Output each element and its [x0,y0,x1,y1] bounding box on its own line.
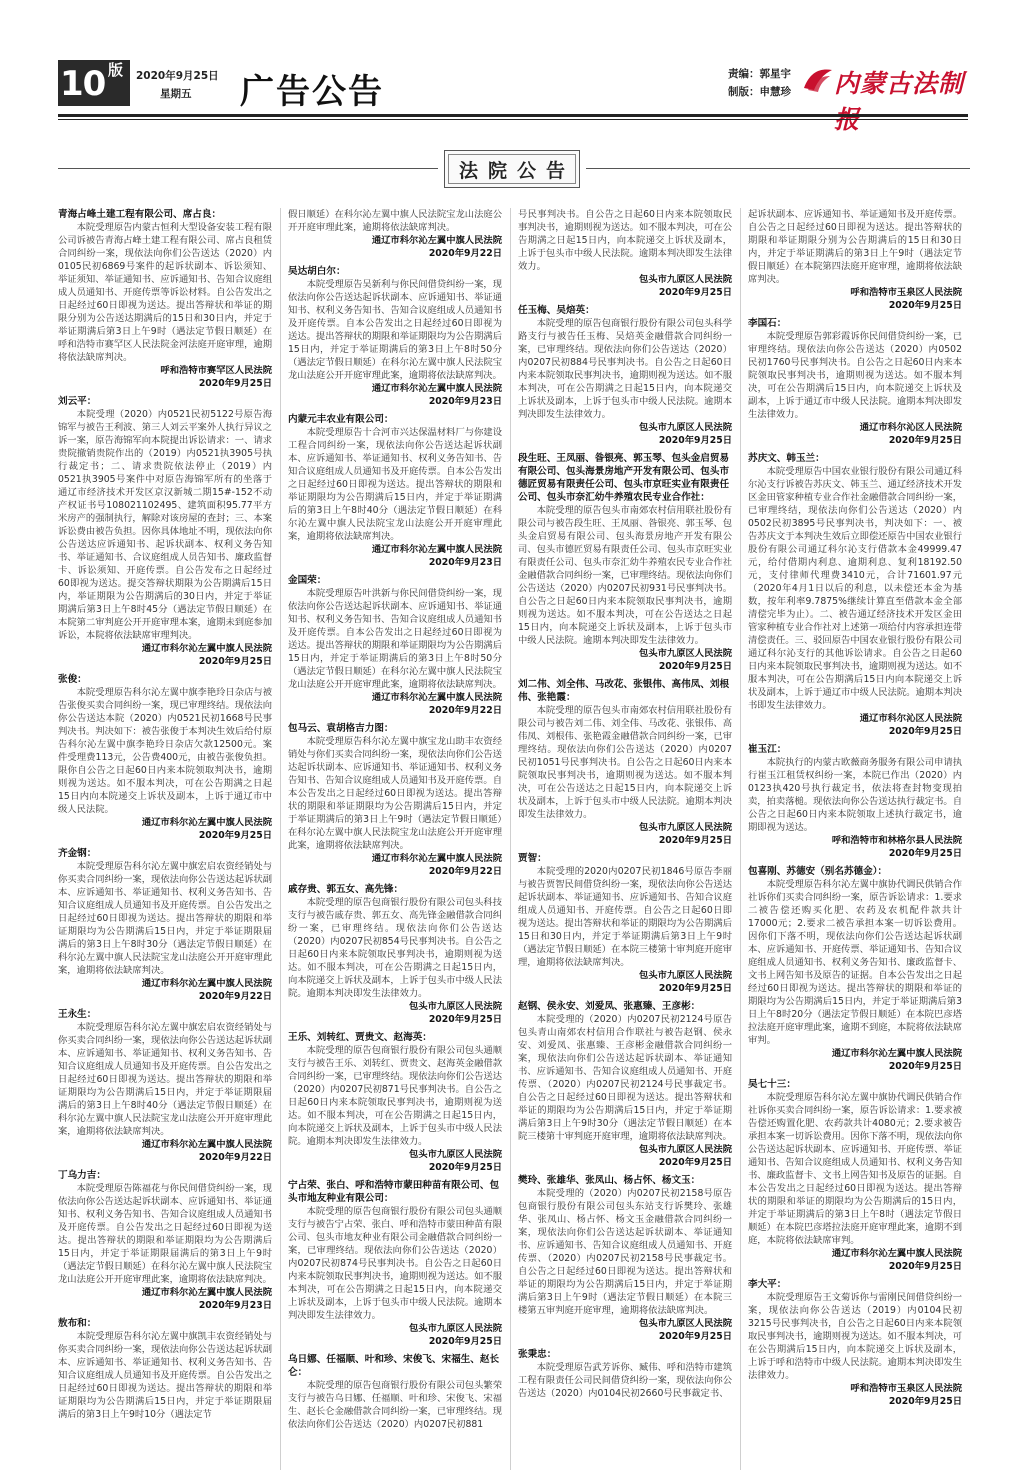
notice-court: 通辽市科尔沁区人民法院 [859,422,962,433]
notice-body: 本院受理的（2020）内0207民初2158号原告包商银行股份有限公司包头东站支行诉樊玲、张雄华、张凤山、杨占怀、杨文玉金融借款合同纠纷一案，现依法向你们公告送达起诉状副本、举证通知书、应诉通知书、告知合议庭组成人员通知书、开庭传票、（2020）内0207民初2158号民事裁定书。自公告之日起经过60日即视为送达。提出答辩状和举证的期限均为公告期满后15日内，并定于举证期满后第3日上午9时（遇法定节假日顺延）在本院三楼第五审判庭开庭审理，逾期将依法缺席判决。 [518,1188,732,1316]
notice-court: 呼和浩特市赛罕区人民法院 [160,365,272,376]
notice-date: 2020年9月25日 [198,656,272,667]
notice-body: 本院受理原告科尔沁左翼中旗宏启农资经销处与你买卖合同纠纷一案，现依法向你公告送达起诉状副本、应诉通知书、举证通知书、权利义务告知书、告知合议庭组成人员通知书及开庭传票。自公告发出之日起经过60日即视为送达。提出答辩状的期限和举证期限均为公告期满后15日内，并定于举证期限届满后的第3日上午8时30分（遇法定节假日顺延）在科尔沁左翼中旗人民法院宝龙山法庭公开开庭审理此案，逾期将依法缺席判决。 [58,861,272,976]
notice-date: 2020年9月22日 [198,991,272,1002]
notice-date: 2020年9月25日 [888,300,962,311]
notice-addressee: 金国荣： [288,575,327,586]
notice-addressee: 青海占峰土建工程有限公司、席占良： [58,209,222,220]
notice-body: 本院受理原告十合河市兴达保温材料厂与你建设工程合同纠纷一案，现依法向你公告送达起诉状副本、应诉通知书、举证通知书、权利义务告知书、告知合议庭组成人员通知书及开庭传票。自本公告发出之日起经过60日即视为送达。提出答辩状的期限和举证期限均为公告期满后15日内，并定于举证期满后的第3日上午8时40分（遇法定节假日顺延）在科尔沁左翼中旗人民法院宝龙山法庭公开开庭审理此案，逾期将依法缺席判决。 [288,427,502,542]
court-notice [58,673,272,842]
notice-court: 通辽市科尔沁左翼中旗人民法院 [141,978,272,989]
notice-date: 2020年9月25日 [658,1331,732,1342]
notice-court: 通辽市科尔沁左翼中旗人民法院 [371,383,502,394]
court-notice [58,1008,272,1164]
notice-body: 本院受理原告科尔沁左翼中旗协代调民供销合作社诉你买卖合同纠纷一案，原告诉讼请求：1.要求被告偿还购置化肥、农药款共计4080元；2.要求被告承担本案一切诉讼费用。因你下落不明，现依法向你公告送达起诉状副本、应诉通知书、开庭传票、举证通知书、告知合议庭组成人员通知书、权利义务告知书、廉政监督卡、文书上网告知书及原告的证据。自本公告发出之日起经过60日即视为送达。提出答辩状的期限和举证的期限均为公告期满后的15日内，并定于举证期满后的第3日上午8时（遇法定节假日顺延）在本院巴彦塔拉法庭开庭审理此案，逾期不到庭，本院将依法缺席审判。 [748,1092,962,1246]
notice-body: 本院受理的原告包商银行股份有限公司包头繁荣支行与被告乌日娜、任福顺、叶和珍、宋俊飞、宋福生、赵长仑金融借款合同纠纷一案，已审理终结。现依法向你们公告送达（2020）内0207民初881 [288,1380,502,1430]
newspaper-logo-icon [802,66,834,94]
masthead [58,60,968,114]
notice-court: 包头市九原区人民法院 [409,1323,502,1334]
notice-date: 2020年9月25日 [658,435,732,446]
notice-body: 本院受理原告内蒙古恒利大型设备安装工程有限公司诉被告青海占峰土建工程有限公司、席占良租赁合同纠纷一案，现依法向你们公告送达（2020）内0105民初6869号案件的起诉状副本、诉讼须知、举证须知、举证通知书、应诉通知书、告知合议庭组成人员通知书、开庭传票等诉讼材料。自公告发出之日起经过60日即视为送达。提出答辩状和举证的期限分别为公告送达期满后的15日和30日内，并定于举证期满后第3日上午9时（遇法定节假日顺延）在呼和浩特市赛罕区人民法院金河法庭开庭审理，逾期将依法缺席判决。 [58,222,272,363]
notice-addressee: 王永生： [58,1009,97,1020]
court-notice [58,1169,272,1312]
notice-date: 2020年9月23日 [428,557,502,568]
notice-body: 本院受理原告中国农业银行股份有限公司通辽科尔沁支行诉被告苏庆文、韩玉兰、通辽经济技术开发区金田管家种植专业合作社金融借款合同纠纷一案，已审理终结，现依法向你们公告送达（2020）内0502民初3895号民事判决书，判决如下：一、被告苏庆文于本判决生效后立即偿还原告中国农业银行股份有限公司通辽科尔沁支行借款本金49999.47元，给付借期内利息、逾期利息、复利18192.50元，支付律师代理费3410元，合计71601.97元（2020年4月1日以后的利息，以未偿还本金为基数，按年利率9.7875%继续计算直至借款本金全部清偿完毕为止）。二、被告通辽经济技术开发区金田管家种植专业合作社对上述第一项给付内容承担连带清偿责任。三、驳回原告中国农业银行股份有限公司通辽科尔沁支行的其他诉讼请求。自公告之日起60日内来本院领取民事判决书，逾期则视为送达。如不服本判决，可在公告期满后15日内向本院递交上诉状及副本，上诉于通辽市中级人民法院。逾期本判决书即发生法律效力。 [748,466,962,711]
notice-addressee: 包喜刚、苏德安（别名苏德金）： [748,866,888,877]
column-2 [288,208,502,1470]
section-banner [444,150,580,188]
notice-body: 本院受理的原告包头市南郊农村信用联社股份有限公司与被告刘二伟、刘全伟、马改花、张银伟、高伟凤、刘根伟、张艳霞金融借款合同纠纷一案，已审理终结。现依法向你们公告送达（2020）内0207民初1051号民事判决书。自公告之日起60日内来本院领取民事判决书，逾期则视为送达。如不服本判决，可在公告送达之日起15日内，向本院递交上诉状及副本，上诉于包头市中级人民法院。逾期本判决即发生法律效力。 [518,705,732,820]
masthead-rule-thin [58,119,968,120]
notice-date: 2020年9月25日 [658,661,732,672]
court-notice [288,1031,502,1174]
notice-date: 2020年9月25日 [888,1396,962,1407]
notice-addressee: 吴达胡白尔： [288,266,346,277]
notice-addressee: 内蒙元丰农业有限公司： [288,414,394,425]
notice-body: 本院受理原告科尔沁左翼中旗宏启农资经销处与你买卖合同纠纷一案，现依法向你公告送达起诉状副本、应诉通知书、举证通知书、权利义务告知书、告知合议庭组成人员通知书及开庭传票。自公告发出之日起经过60日即视为送达。提出答辩状的期限和举证期限均为公告期满后15日内，并定于举证期限届满后的第3日上午8时40分（遇法定节假日顺延）在科尔沁左翼中旗人民法院宝龙山法庭公开开庭审理此案，逾期将依法缺席判决。 [58,1022,272,1137]
court-notice [518,1348,732,1400]
court-notice [288,413,502,569]
notice-court: 通辽市科尔沁左翼中旗人民法院 [831,1048,962,1059]
notice-addressee: 贾智： [518,853,547,864]
court-notice [518,304,732,447]
court-notice [58,208,272,390]
notice-addressee: 张秉忠： [518,1349,557,1360]
notice-date: 2020年9月25日 [888,435,962,446]
notice-date: 2020年9月22日 [428,705,502,716]
court-notice [748,452,962,738]
page-number-box [58,60,130,106]
notice-date: 2020年9月25日 [428,1162,502,1173]
notice-addressee: 王乐、刘转红、贾贵文、赵海英： [288,1032,432,1043]
notice-court: 通辽市科尔沁左翼中旗人民法院 [371,853,502,864]
court-notice [518,208,732,299]
notice-body: 本院受理原告吴新利与你民间借贷纠纷一案，现依法向你公告送达起诉状副本、应诉通知书、举证通知书、权利义务告知书、告知合议庭组成人员通知书及开庭传票。自本公告发出之日起经过60日即视为送达。提出答辩状的期限和举证期限均为公告期满后15日内，并定于举证期满后的第3日上午8时50分（遇法定节假日顺延）在科尔沁左翼中旗人民法院宝龙山法庭公开开庭审理此案，逾期将依法缺席判决。 [288,279,502,381]
notice-addressee: 乌日娜、任福顺、叶和珍、宋俊飞、宋福生、赵长仑： [288,1354,500,1378]
court-notice [518,1174,732,1343]
notice-date: 2020年9月22日 [428,866,502,877]
notice-addressee: 张俊： [58,674,87,685]
notice-date: 2020年9月25日 [888,726,962,737]
notice-addressee: 李国石： [748,318,787,329]
column-divider [510,208,511,1470]
notice-body: 本院受理原告科尔沁左翼中旗凯丰农资经销处与你买卖合同纠纷一案，现依法向你公告送达起诉状副本、应诉通知书、举证通知书、权利义务告知书、告知合议庭组成人员通知书及开庭传票。自公告发出之日起经过60日即视为送达。提出答辩状的期限和举证期限均为公告期满后15日内，并定于举证期限届满后的第3日上午9时10分（遇法定节 [58,1331,272,1420]
notice-body: 本院受理的2020内0207民初1846号原告李丽与被告贾智民间借贷纠纷一案，现依法向你公告送达起诉状副本、举证通知书、应诉通知书、告知合议庭组成人员通知书、开庭传票。自公告之日起60日即视为送达。提出答辩状和举证的期限均为公告期满后15日和30日内，并定于举证期满后第3日上午9时（遇法定节假日顺延）在本院三楼第十审判庭开庭审理，逾期将依法缺席判决。 [518,866,732,968]
notice-body: 起诉状副本、应诉通知书、举证通知书及开庭传票。自公告之日起经过60日即视为送达。提出答辩状的期限和举证期限分别为公告期满后的15日和30日内，并定于举证期满后的第3日上午9时（遇法定节假日顺延）在本院第四法庭开庭审理，逾期将依法缺席判决。 [748,209,962,285]
court-notice [288,883,502,1026]
issue-weekday: 星期五 [160,88,192,100]
notice-court: 通辽市科尔沁左翼中旗人民法院 [371,544,502,555]
notice-date: 2020年9月25日 [888,848,962,859]
court-notice [748,743,962,860]
notice-body: 本院受理的原告包商银行股份有限公司包头通顺支行与被告王乐、刘转红、贾贵文、赵海英金融借款合同纠纷一案，已审理终结。现依法向你们公告送达（2020）内0207民初871号民事判决书。自公告之日起60日内来本院领取民事判决书，逾期则视为送达。如不服本判决，可在公告期满之日起15日内，向本院递交上诉状及副本，上诉于包头市中级人民法院。逾期本判决即发生法律效力。 [288,1045,502,1147]
notice-body: 本院受理原告科尔沁左翼中旗协代调民供销合作社诉你们买卖合同纠纷一案，原告诉讼请求：1.要求二被告偿还购买化肥、农药及农机配件款共计17000元；2.要求二被告承担本案一切诉讼费用。因你们下落不明，现依法向你们公告送达起诉状副本、应诉通知书、开庭传票、举证通知书、告知合议庭组成人员通知书、权利义务告知书、廉政监督卡、文书上网告知书及原告的证据。自本公告发出之日起经过60日即视为送达。提出答辩状的期限和举证的期限均为公告期满后15日内，并定于举证期满后第3日上午8时20分（遇法定节假日顺延）在本院巴彦塔拉法庭开庭审理此案，逾期不到庭，本院将依法缺席审判。 [748,879,962,1046]
notice-court: 包头市九原区人民法院 [639,970,732,981]
court-notice [748,1278,962,1408]
notice-date: 2020年9月22日 [428,248,502,259]
notice-date: 2020年9月25日 [198,830,272,841]
notice-court: 通辽市科尔沁左翼中旗人民法院 [371,692,502,703]
newspaper-name: 内蒙古法制 [834,69,965,98]
court-notice [288,574,502,717]
notice-body: 假日顺延）在科尔沁左翼中旗人民法院宝龙山法庭公开开庭审理此案，逾期将依法缺席判决。 [288,209,502,233]
notice-body: 号民事判决书。自公告之日起60日内来本院领取民事判决书，逾期则视为送达。如不服本判决，可在公告期满之日起15日内，向本院递交上诉状及副本，上诉于包头市中级人民法院。逾期本判决即发生法律效力。 [518,209,732,272]
notice-court: 包头市九原区人民法院 [409,1001,502,1012]
court-notice [518,1000,732,1169]
notice-date: 2020年9月25日 [428,1014,502,1025]
page-number: 10 [60,64,106,104]
column-divider [740,208,741,1470]
notice-date: 2020年9月25日 [658,1157,732,1168]
page-suffix: 版 [108,61,124,79]
column-divider [280,208,281,1470]
court-notice [748,865,962,1073]
notice-court: 包头市九原区人民法院 [639,822,732,833]
notice-addressee: 樊玲、张雄华、张凤山、杨占怀、杨文玉： [518,1175,701,1186]
court-notice [518,452,732,673]
column-4 [748,208,962,1470]
notice-body: 本院执行的内蒙古欧薇商务服务有限公司申请执行崔玉江租赁权纠纷一案，本院已作出（2020）内0123执420号执行裁定书，依法将查封物变现拍卖，拍卖落槌。现依法向你公告送达执行裁定书。自公告之日起60日内来本院领取上述执行裁定书，逾期即视为送达。 [748,757,962,833]
banner-rule-left [58,168,438,169]
notice-court: 呼和浩特市和林格尔县人民法院 [831,835,962,846]
notice-addressee: 李大平： [748,1279,787,1290]
notice-body: 本院受理原告陈福花与你民间借贷纠纷一案，现依法向你公告送达起诉状副本、应诉通知书、举证通知书、权利义务告知书、告知合议庭组成人员通知书及开庭传票。自公告发出之日起经过60日即视为送达。提出答辩状的期限和举证期限均为公告期满后15日内，并定于举证期限届满后的第3日上午9时（遇法定节假日顺延）在科尔沁左翼中旗人民法院宝龙山法庭公开开庭审理此案，逾期将依法缺席判决。 [58,1183,272,1285]
notice-date: 2020年9月25日 [658,287,732,298]
notice-court: 包头市九原区人民法院 [639,648,732,659]
notice-date: 2020年9月25日 [888,1061,962,1072]
column-3 [518,208,732,1470]
banner-rule-right [586,168,970,169]
notice-addressee: 刘云平： [58,396,97,407]
notice-court: 呼和浩特市玉泉区人民法院 [850,1383,962,1394]
court-notice [288,265,502,408]
notice-body: 本院受理原告科尔沁左翼中旗李艳玲日杂店与被告张俊买卖合同纠纷一案，现已审理终结。现依法向你公告送达本院（2020）内0521民初1668号民事判决书。判决如下：被告张俊于本判决生效后给付原告科尔沁左翼中旗李艳玲日杂店欠款12500元。案件受理费113元，公告费400元，由被告张俊负担。限你自公告之日起60日内来本院领取判决书，逾期则视为送达。如不服本判决，可在公告期满之日起15日内向本院递交上诉状及副本，上诉于通辽市中级人民法院。 [58,687,272,815]
notice-body: 本院受理的（2020）内0207民初2124号原告包头青山南郊农村信用合作联社与被告赵钢、侯永安、刘爱凤、张惠臻、王彦彬金融借款合同纠纷一案，现依法向你们公告送达起诉状副本、举证通知书、应诉通知书、告知合议庭组成人员通知书、开庭传票、（2020）内0207民初2124号民事裁定书。自公告之日起经过60日即视为送达。提出答辩状和举证的期限均为公告期满后15日内，并定于举证期满后第3日上午9时30分（遇法定节假日顺延）在本院三楼第十审判庭开庭审理，逾期将依法缺席判决。 [518,1014,732,1142]
court-notice [748,1078,962,1273]
court-notice [748,317,962,447]
notice-date: 2020年9月22日 [198,1152,272,1163]
notice-date: 2020年9月25日 [428,1336,502,1347]
notice-court: 包头市九原区人民法院 [639,1144,732,1155]
notice-body: 本院受理原告郭彩霞诉你民间借贷纠纷一案，已审理终结。现依法向你公告送达（2020）内0502民初1760号民事判决书。自公告之日起60日内来本院领取民事判决书，逾期则视为送达。如不服本判决，可在公告期满后15日内，向本院递交上诉状及副本，上诉于通辽市中级人民法院。逾期本判决即发生法律效力。 [748,331,962,420]
notice-date: 2020年9月25日 [658,835,732,846]
notice-addressee: 吴七十三： [748,1079,796,1090]
notice-addressee: 丁乌力吉： [58,1170,106,1181]
producer-credit: 制版：申慧珍 [728,86,791,98]
notice-addressee: 任玉梅、吴焙英： [518,305,595,316]
notice-court: 通辽市科尔沁左翼中旗人民法院 [831,1248,962,1259]
notice-body: 本院受理的原告包商银行股份有限公司包头通顺支行与被告宁占荣、张白、呼和浩特市蒙田种苗有限公司、包头市地友种业有限公司金融借款合同纠纷一案，已审理终结。现依法向你们公告送达（2020）内0207民初874号民事判决书。自公告之日起60日内来本院领取民事判决书，逾期则视为送达。如不服本判决，可在公告期满之日起15日内，向本院递交上诉状及副本，上诉于包头市中级人民法院。逾期本判决即发生法律效力。 [288,1206,502,1321]
notice-court: 通辽市科尔沁左翼中旗人民法院 [141,1287,272,1298]
notice-date: 2020年9月25日 [198,378,272,389]
column-1 [58,208,272,1470]
court-notice [518,852,732,995]
notice-body: 本院受理原告叶洪新与你民间借贷纠纷一案，现依法向你公告送达起诉状副本、应诉通知书、举证通知书、权利义务告知书、告知合议庭组成人员通知书及开庭传票。自本公告发出之日起经过60日即视为送达。提出答辩状的期限和举证期限均为公告期满后15日内，并定于举证期满后的第3日上午8时50分（遇法定节假日顺延）在科尔沁左翼中旗人民法院宝龙山法庭公开开庭审理此案，逾期将依法缺席判决。 [288,588,502,690]
court-notice [288,1353,502,1431]
notice-addressee: 敖布和： [58,1318,97,1329]
notice-date: 2020年9月25日 [658,983,732,994]
notice-court: 通辽市科尔沁左翼中旗人民法院 [141,643,272,654]
notice-court: 包头市九原区人民法院 [639,1318,732,1329]
notice-body: 本院受理（2020）内0521民初5122号原告海锦军与被告王利波、第三人刘云平案外人执行异议之诉一案，原告海锦军向本院提出诉讼请求：一、请求贵院撤销贵院作出的（2019）内0521执3905号执行裁定书；二、请求贵院依法停止（2019）内0521执3905号案件中对原告海锦军所有的坐落于通辽市经济技术开发区京汉新城二期15#-152不动产权证书号108021102495、建筑面积95.77平方米房产的强制执行，解除对该房屋的查封；三、本案诉讼费由被告负担。因你具体地址不明，现依法向你公告送达应诉通知书、起诉状副本、权利义务告知书、举证通知书、合议庭组成人员告知书、廉政监督卡、诉讼须知、开庭传票。自公告发布之日起经过60即视为送达。提交答辩状期限为公告期满后15日内，举证期限为公告期满后的30日内，并定于举证期满后第3日上午8时45分（遇法定节假日顺延）在本院第二审判庭公开开庭审理本案，逾期未到庭参加诉讼，本院将依法缺席审理判决。 [58,409,272,641]
notice-body: 本院受理原告武芳诉你、臧伟、呼和浩特市建筑工程有限责任公司民间借贷纠纷一案，现依法向你公告送达（2020）内0104民初2660号民事裁定书、 [518,1362,732,1399]
court-notice [58,847,272,1003]
notice-court: 通辽市科尔沁区人民法院 [859,713,962,724]
notice-court: 包头市九原区人民法院 [409,1149,502,1160]
notice-addressee: 崔玉江： [748,744,787,755]
notice-addressee: 齐金钢： [58,848,97,859]
notice-body: 本院受理的原告包商银行股份有限公司包头科技支行与被告戚存贵、郭五女、高先锋金融借款合同纠纷一案，已审理终结。现依法向你们公告送达（2020）内0207民初854号民事判决书。自公告之日起60日内来本院领取民事判决书，逾期则视为送达。如不服本判决，可在公告期满之日起15日内，向本院递交上诉状及副本，上诉于包头市中级人民法院。逾期本判决即发生法律效力。 [288,897,502,999]
court-notice [518,678,732,847]
court-notice [58,1317,272,1421]
notice-court: 通辽市科尔沁左翼中旗人民法院 [371,235,502,246]
notice-columns [58,208,970,1470]
court-notice [58,395,272,668]
banner-title: 法院公告 [458,160,575,182]
court-notice [748,208,962,312]
court-notice [288,1179,502,1348]
court-notice [288,208,502,260]
notice-addressee: 包马云、袁胡格吉力图： [288,723,394,734]
section-title: 广告公告 [240,72,384,112]
notice-court: 通辽市科尔沁左翼中旗人民法院 [141,1139,272,1150]
notice-court: 通辽市科尔沁左翼中旗人民法院 [141,817,272,828]
notice-addressee: 段生旺、王凤丽、昝银亮、郭玉琴、包头金启贸易有限公司、包头海景房地产开发有限公司、包头市德匠贸易有限责任公司、包头市京旺实业有限责任公司、包头市奈汇幼牛养殖农民专业合作社： [518,453,730,503]
notice-court: 包头市九原区人民法院 [639,274,732,285]
notice-body: 本院受理的原告包商银行股份有限公司包头科学路支行与被告任玉梅、吴焙英金融借款合同纠纷一案，已审理终结。现依法向你们公告送达（2020）内0207民初884号民事判决书。自公告之日起60日内来本院领取民事判决书，逾期则视为送达。如不服本判决，可在公告期满之日起15日内，向本院递交上诉状及副本，上诉于包头市中级人民法院。逾期本判决即发生法律效力。 [518,318,732,420]
notice-date: 2020年9月23日 [428,396,502,407]
court-notice [288,722,502,878]
issue-date: 2020年9月25日 [136,70,219,82]
notice-addressee: 赵钢、侯永安、刘爱凤、张惠臻、王彦彬： [518,1001,701,1012]
editor-credit: 责编：郭星宇 [728,68,791,80]
notice-addressee: 戚存贵、郭五女、高先锋： [288,884,404,895]
notice-body: 本院受理原告王文菊诉你与雷刚民间借贷纠纷一案，现依法向你公告送达（2019）内0104民初3215号民事判决书，自公告之日起60日内来本院领取民事判决书，逾期则视为送达。如不服本判决，可在公告期满后15日内，向本院递交上诉状及副本，上诉于呼和浩特市中级人民法院。逾期本判决即发生法律效力。 [748,1292,962,1381]
notice-body: 本院受理的原告包头市南郊农村信用联社股份有限公司与被告段生旺、王凤丽、昝银亮、郭玉琴、包头金启贸易有限公司、包头海景房地产开发有限公司、包头市德匠贸易有限责任公司、包头市京旺实业有限责任公司、包头市奈汇幼牛养殖农民专业合作社金融借款合同纠纷一案，已审理终结。现依法向你们公告送达（2020）内0207民初931号民事判决书。自公告之日起60日内来本院领取民事判决书，逾期则视为送达。如不服本判决，可在公告送达之日起15日内，向本院递交上诉状及副本，上诉于包头市中级人民法院。逾期本判决即发生法律效力。 [518,505,732,646]
notice-body: 本院受理原告科尔沁左翼中旗宝龙山助丰农资经销处与你们买卖合同纠纷一案，现依法向你们公告送达起诉状副本、应诉通知书、举证通知书、权利义务告知书、告知合议庭组成人员通知书及开庭传票。自本公告发出之日起经过60日即视为送达。提出答辩状的期限和举证期限均为公告期满后15日内，并定于举证期满后的第3日上午9时（遇法定节假日顺延）在科尔沁左翼中旗人民法院宝龙山法庭公开开庭审理此案，逾期将依法缺席判决。 [288,736,502,851]
notice-addressee: 苏庆文、韩玉兰： [748,453,825,464]
notice-date: 2020年9月23日 [198,1300,272,1311]
masthead-rule [58,114,968,117]
notice-date: 2020年9月25日 [888,1261,962,1272]
notice-addressee: 宁占荣、张白、呼和浩特市蒙田种苗有限公司、包头市地友种业有限公司： [288,1180,500,1204]
notice-addressee: 刘二伟、刘全伟、马改花、张银伟、高伟凤、刘根伟、张艳霞： [518,679,730,703]
notice-court: 呼和浩特市玉泉区人民法院 [850,287,962,298]
notice-court: 包头市九原区人民法院 [639,422,732,433]
